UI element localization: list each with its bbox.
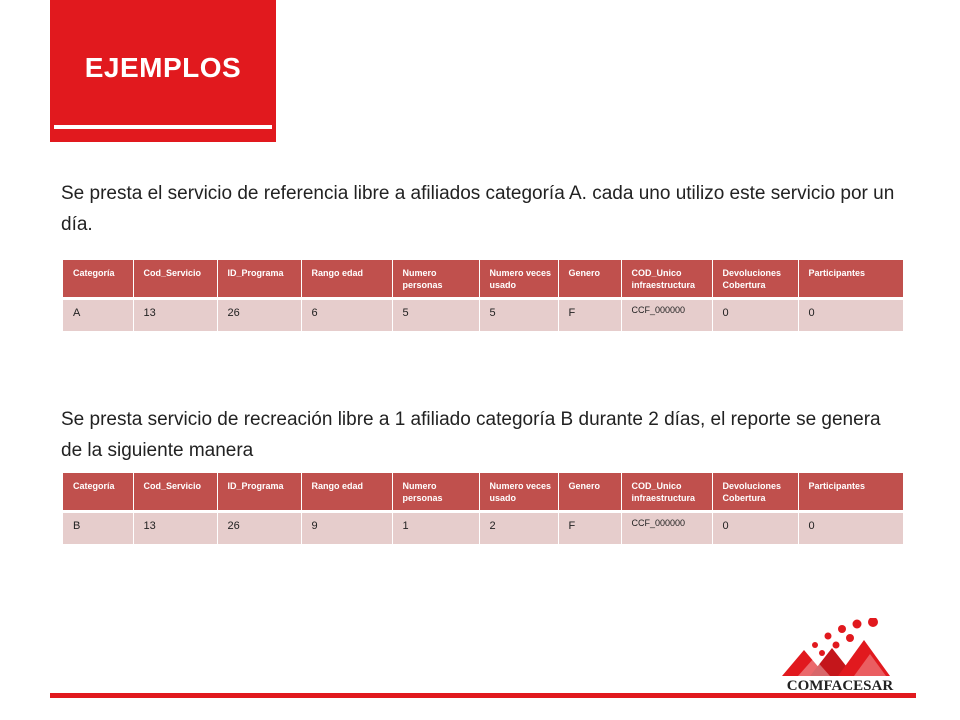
cell-numero-veces-usado: 2 [479, 512, 558, 545]
header-cod-servicio: Cod_Servicio [133, 473, 217, 512]
cell-participantes: 0 [798, 299, 903, 332]
header-cod-servicio: Cod_Servicio [133, 260, 217, 299]
cell-genero: F [558, 299, 621, 332]
header-id-programa: ID_Programa [217, 260, 301, 299]
title-underline [54, 125, 272, 129]
cell-rango-edad: 9 [301, 512, 392, 545]
cell-categoria: B [63, 512, 133, 545]
table-header-row [63, 260, 903, 299]
title-banner [50, 0, 276, 142]
cell-cod-unico: CCF_000000 [621, 512, 712, 545]
header-rango-edad: Rango edad [301, 473, 392, 512]
cell-cod-servicio: 13 [133, 512, 217, 545]
comfacesar-logo [770, 618, 910, 692]
header-genero: Genero [558, 260, 621, 299]
header-participantes: Participantes [798, 260, 903, 299]
cell-cod-unico: CCF_000000 [621, 299, 712, 332]
cell-genero: F [558, 512, 621, 545]
header-devoluciones: Devoluciones Cobertura [712, 260, 798, 299]
cell-id-programa: 26 [217, 299, 301, 332]
header-genero: Genero [558, 473, 621, 512]
header-cod-unico: COD_Unico infraestructura [621, 473, 712, 512]
header-numero-veces-usado: Numero veces usado [479, 260, 558, 299]
header-numero-veces-usado: Numero veces usado [479, 473, 558, 512]
cell-numero-veces-usado: 5 [479, 299, 558, 332]
cell-rango-edad: 6 [301, 299, 392, 332]
header-id-programa: ID_Programa [217, 473, 301, 512]
header-categoria: Categoría [63, 260, 133, 299]
header-categoria: Categoría [63, 473, 133, 512]
example-1-table [63, 260, 903, 331]
example-1-description: Se presta el servicio de referencia libre a afiliados categoría A. cada uno utilizo este servicio por un día. [61, 183, 895, 235]
header-rango-edad: Rango edad [301, 260, 392, 299]
header-participantes: Participantes [798, 473, 903, 512]
cell-devoluciones: 0 [712, 299, 798, 332]
table-row [63, 512, 903, 545]
cell-id-programa: 26 [217, 512, 301, 545]
example-2-description: Se presta servicio de recreación libre a 1 afiliado categoría B durante 2 días, el reporte se genera de la siguiente manera [61, 409, 881, 461]
header-devoluciones: Devoluciones Cobertura [712, 473, 798, 512]
header-numero-personas: Numero personas [392, 260, 479, 299]
header-cod-unico: COD_Unico infraestructura [621, 260, 712, 299]
cell-numero-personas: 1 [392, 512, 479, 545]
logo-text: COMFACESAR [786, 678, 894, 692]
table-header-row [63, 473, 903, 512]
cell-devoluciones: 0 [712, 512, 798, 545]
slide-title: EJEMPLOS [84, 52, 242, 83]
cell-cod-servicio: 13 [133, 299, 217, 332]
footer-line [50, 693, 916, 698]
cell-numero-personas: 5 [392, 299, 479, 332]
cell-categoria: A [63, 299, 133, 332]
table-row [63, 299, 903, 332]
cell-participantes: 0 [798, 512, 903, 545]
example-2-table [63, 473, 903, 544]
header-numero-personas: Numero personas [392, 473, 479, 512]
